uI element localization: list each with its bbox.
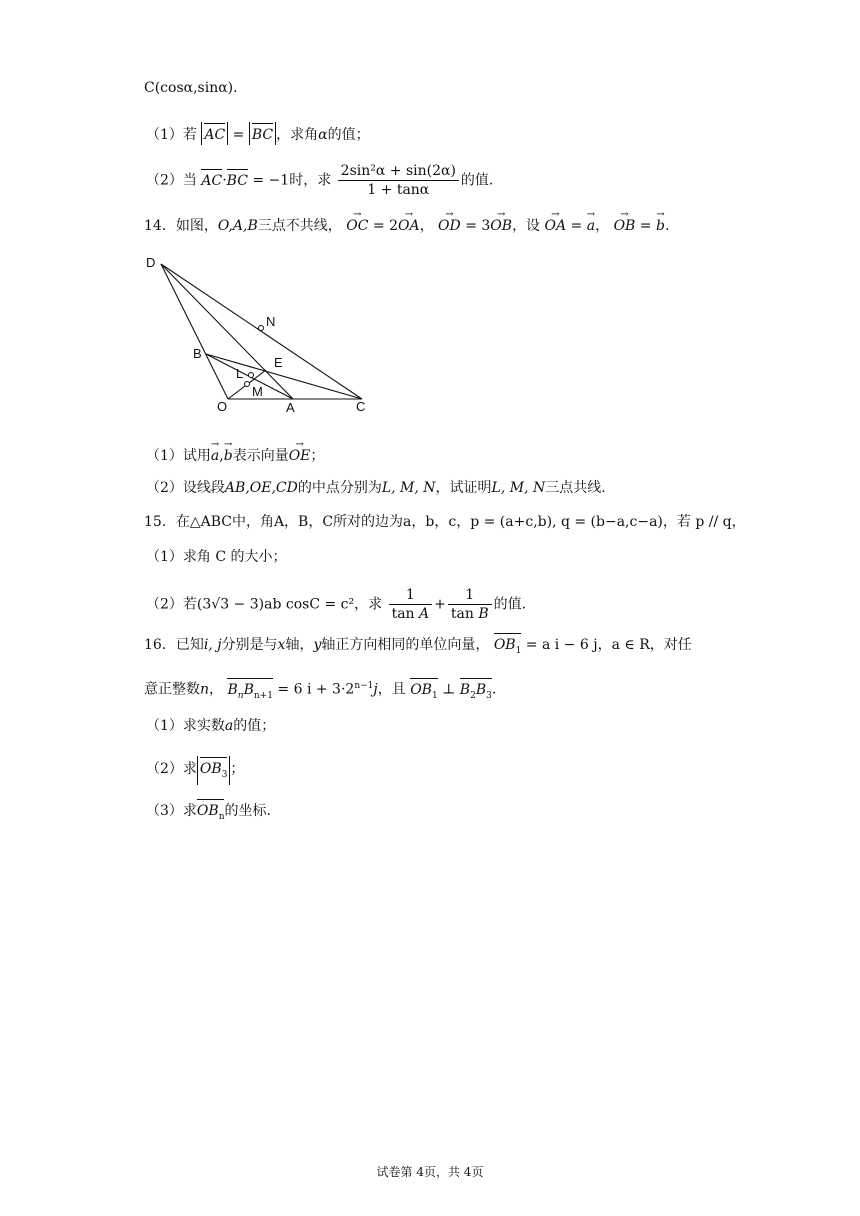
q16-part1-label: （1）求实数	[146, 718, 225, 734]
label-e: E	[274, 355, 283, 370]
q14-part1: （1）试用→ a,→ b表示向量→ OE；	[146, 440, 324, 466]
q16-ij: i, j	[203, 637, 222, 653]
label-d: D	[146, 255, 156, 270]
q15-vectors: p = (a+c,b), q = (b−a,c−a)	[470, 514, 663, 530]
q13-part1: （1）若 AC = BC ，求角α的值；	[146, 122, 370, 145]
q13-fraction	[338, 162, 459, 199]
q13-point-c: C(cosα,sinα).	[144, 80, 238, 96]
q14-part1-mid: 表示向量	[232, 448, 289, 464]
q14-set: ，设	[512, 218, 541, 234]
line-do	[161, 264, 228, 399]
q16-part2-end: ；	[230, 761, 245, 777]
q16-ob1: = a i − 6 j	[525, 637, 598, 653]
q16-text-b: 分别是与	[221, 637, 278, 653]
abs-ac: AC	[201, 122, 228, 145]
abs-bc: BC	[249, 122, 276, 145]
q16-part1-end: 的值；	[233, 718, 276, 734]
q15-part2-text: （2）若(3√3 − 3)ab cosC = c²，求	[146, 596, 383, 613]
label-m: M	[252, 384, 263, 399]
q16-part3: （3）求$OB_n$的坐标.	[146, 798, 271, 827]
q14-part1-label: （1）试用	[146, 448, 211, 464]
q13-fraction-den: 1 + tanα	[367, 182, 430, 198]
q13-part1-label: （1）若	[146, 127, 197, 143]
q14-text: 三点不共线，	[257, 218, 342, 234]
label-o: O	[217, 399, 228, 414]
q15-part2-end: 的值.	[493, 596, 527, 613]
q13-part2: （2）当 AC·BC = −1时，求 $\frac{\text{2sin²α + sin(2α)}}{1 + \tan\alpha}$ 的值.	[146, 163, 494, 198]
alpha: α	[318, 127, 328, 143]
q13-part2-when: 时，求	[289, 172, 332, 189]
q13-part2-eq: = −1	[252, 172, 290, 189]
q15-cond: ，若 p // q，	[662, 514, 746, 530]
geometry-figure	[140, 250, 380, 420]
point-l	[249, 373, 254, 378]
line-bc	[206, 354, 362, 399]
q14-number: 14．如图，	[144, 218, 218, 234]
q16-part2-label: （2）求	[146, 761, 197, 777]
q16-part3-label: （3）求	[146, 803, 197, 819]
q14-od-eq: = 3	[465, 218, 491, 234]
q15-part2: （2）若(3√3 − 3)ab cosC = c²，求 $\frac{1}{\text{tan A}}$ + $\frac{1}{\text{tan B}}$ 的值.	[146, 587, 527, 622]
q14-part2-pts: L, M, N	[381, 480, 436, 496]
q14-part2-segs: AB,OE,CD	[224, 480, 298, 496]
q14-part2: （2）设线段AB,OE,CD的中点分别为L, M, N，试证明L, M, N三点共线.	[146, 480, 606, 496]
q14-end: .	[664, 218, 670, 234]
q16-text-d: 轴正方向相同的单位向量，	[321, 637, 490, 653]
q13-part2-end: 的值.	[460, 172, 494, 189]
q15-stem	[144, 512, 746, 532]
label-a: A	[286, 400, 295, 415]
frac-tan-b: $\frac{1}{\text{tan B}}$	[448, 586, 492, 623]
q13-part1-mid: ，求角	[276, 127, 319, 143]
q16-ar: ，a ∈ R，对任	[597, 637, 692, 653]
line-da	[161, 264, 293, 399]
q14-part2-t4: 三点共线.	[545, 480, 606, 496]
q16-part1: （1）求实数a的值；	[146, 718, 276, 734]
label-c: C	[356, 399, 366, 414]
line-dc	[161, 264, 362, 399]
q14-part2-t2: 的中点分别为	[297, 480, 382, 496]
q14-sep: ，	[595, 218, 610, 234]
q16-perp: ⊥	[442, 681, 456, 698]
q14-part1-end: ；	[310, 448, 325, 464]
q16-line1: 16．已知i, j分别是与x轴，y轴正方向相同的单位向量， $OB_1 = a$ i − 6 j，a ∈ R，对任	[144, 632, 692, 661]
point-n	[259, 326, 264, 331]
q16-text-a: 16．已知	[144, 637, 204, 653]
q14-part2-t1: （2）设线段	[146, 480, 225, 496]
label-n: N	[266, 314, 276, 329]
q15-part1: （1）求角 C 的大小；	[146, 549, 287, 565]
q13-fraction-num: 2sin²α + sin(2α)	[338, 162, 459, 181]
q14-part2-t3: ，试证明	[435, 480, 492, 496]
q14-stem: 14．如图，O,A,B三点不共线， → OC = 2→ OA， → OD = 3→ OB，设 → OA = → a， → OB = → b.	[144, 216, 669, 236]
q16-text-2b: ，且	[377, 681, 406, 698]
q14-points: O,A,B	[217, 218, 258, 234]
q14-oc-eq: = 2	[372, 218, 398, 234]
q13-part2-label: （2）当	[146, 172, 197, 189]
page-footer: 试卷第 4页，共 4页	[376, 1165, 484, 1179]
label-l: L	[236, 366, 244, 381]
point-m	[245, 382, 250, 387]
label-b: B	[193, 346, 202, 361]
q16-line2: 意正整数n， $B_nB_{n+1} = 6$ $i + 3\cdot 2^{n-1}j$，且 $OB_1$ ⊥ $B_2B_3$.	[144, 676, 496, 705]
q13-part1-end: 的值；	[327, 127, 370, 143]
q16-text-2a: 意正整数	[144, 681, 200, 698]
q16-bb: = 6 i + 3·2	[277, 681, 355, 698]
q16-text-c: 轴，	[285, 637, 314, 653]
q16-part2: （2）求 $OB_3$ ；	[146, 756, 244, 785]
q15-text: 15．在△ABC中，角A，B，C所对的边为a，b，c，	[144, 514, 471, 530]
q16-part3-end: 的坐标.	[224, 803, 271, 819]
frac-tan-a: $\frac{1}{\text{tan A}}$	[389, 586, 433, 623]
